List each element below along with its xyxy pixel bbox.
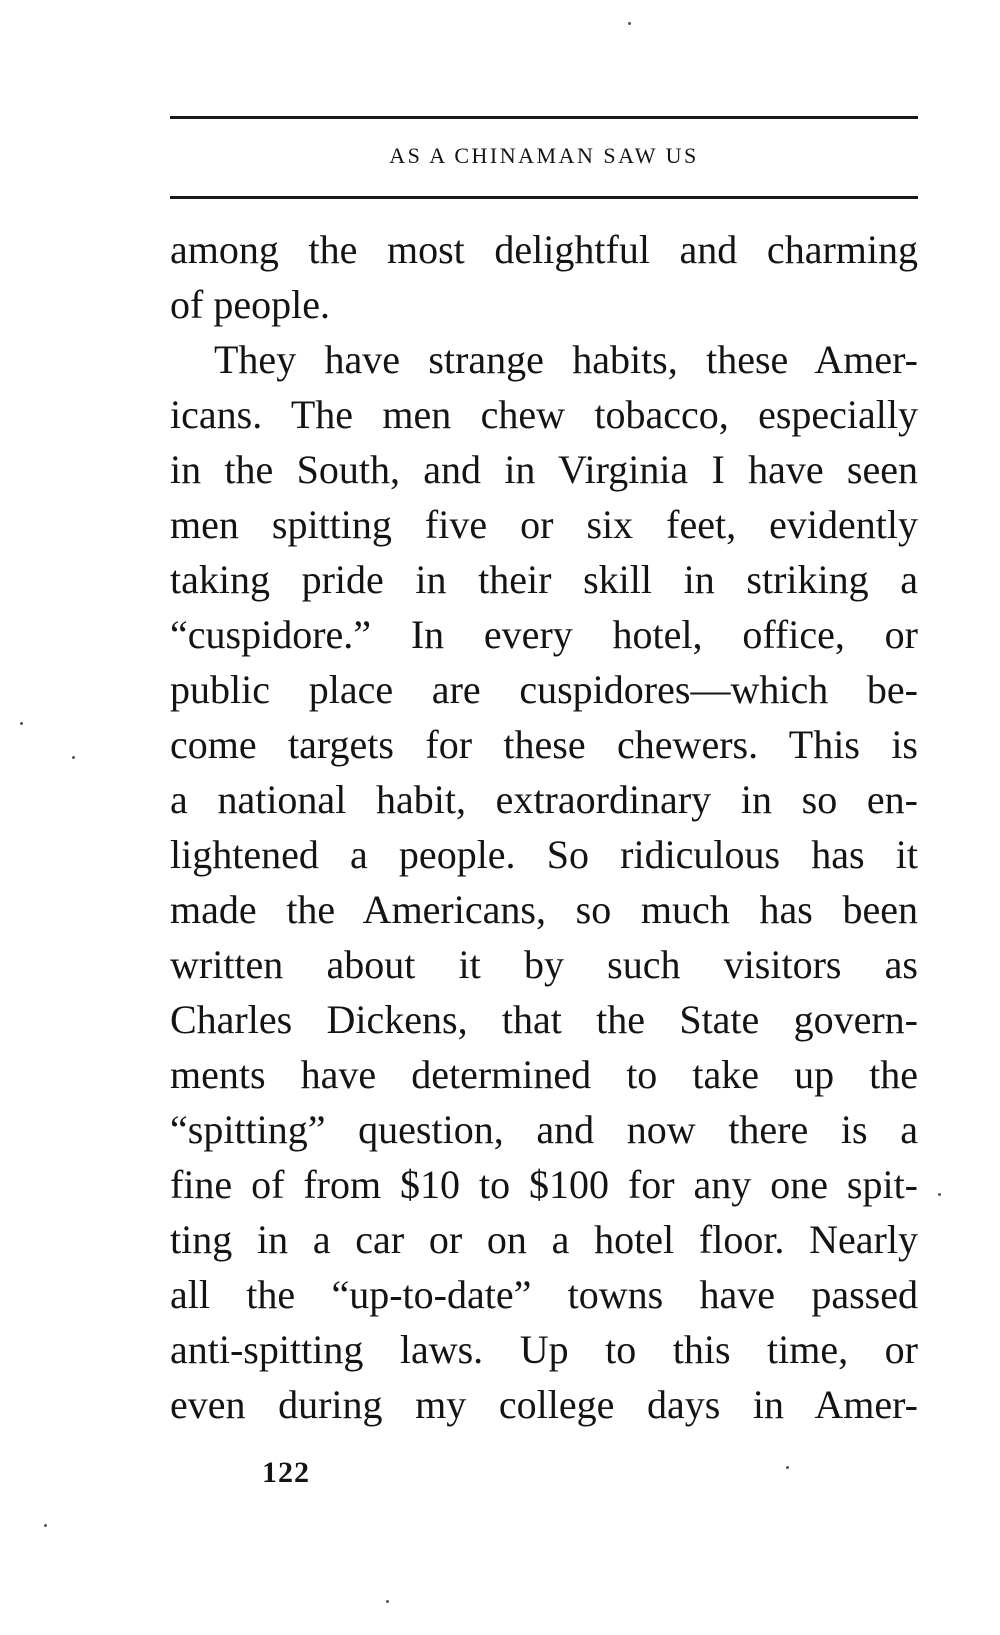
text-line: taking pride in their skill in striking a [170,557,918,602]
text-line: come targets for these chewers. This is [170,722,918,767]
scan-speck [386,1600,389,1603]
text-line: public place are cuspidores—which be- [170,667,918,712]
text-line: in the South, and in Virginia I have seen [170,447,918,492]
text-line: ting in a car or on a hotel floor. Nearly [170,1217,918,1262]
text-line: written about it by such visitors as [170,942,918,987]
scan-speck [786,1466,789,1469]
page-number: 122 [262,1456,310,1489]
text-line: even during my college days in Amer- [170,1382,918,1427]
text-line: ments have determined to take up the [170,1052,918,1097]
text-line: “cuspidore.” In every hotel, office, or [170,612,918,657]
text-line: fine of from $10 to $100 for any one spit- [170,1162,918,1207]
body-text [170,222,918,1432]
header-rule-bottom [170,196,918,199]
text-line: They have strange habits, these Amer- [214,337,918,382]
scan-speck [20,722,23,725]
text-line: “spitting” question, and now there is a [170,1107,918,1152]
scan-speck [938,1193,941,1196]
text-line: of people. [170,282,330,327]
running-head: AS A CHINAMAN SAW US [389,143,699,168]
text-line: made the Americans, so much has been [170,887,918,932]
text-line: all the “up-to-date” towns have passed [170,1272,918,1317]
text-line: icans. The men chew tobacco, especially [170,392,918,437]
text-line: men spitting five or six feet, evidently [170,502,918,547]
scan-speck [72,756,75,759]
scan-speck [44,1524,47,1527]
text-line: Charles Dickens, that the State govern- [170,997,918,1042]
header-rule-top [170,116,918,119]
text-line: a national habit, extraordinary in so en- [170,777,918,822]
text-line: among the most delightful and charming [170,227,918,272]
text-line: lightened a people. So ridiculous has it [170,832,918,877]
text-line: anti-spitting laws. Up to this time, or [170,1327,918,1372]
scan-speck [628,22,631,25]
